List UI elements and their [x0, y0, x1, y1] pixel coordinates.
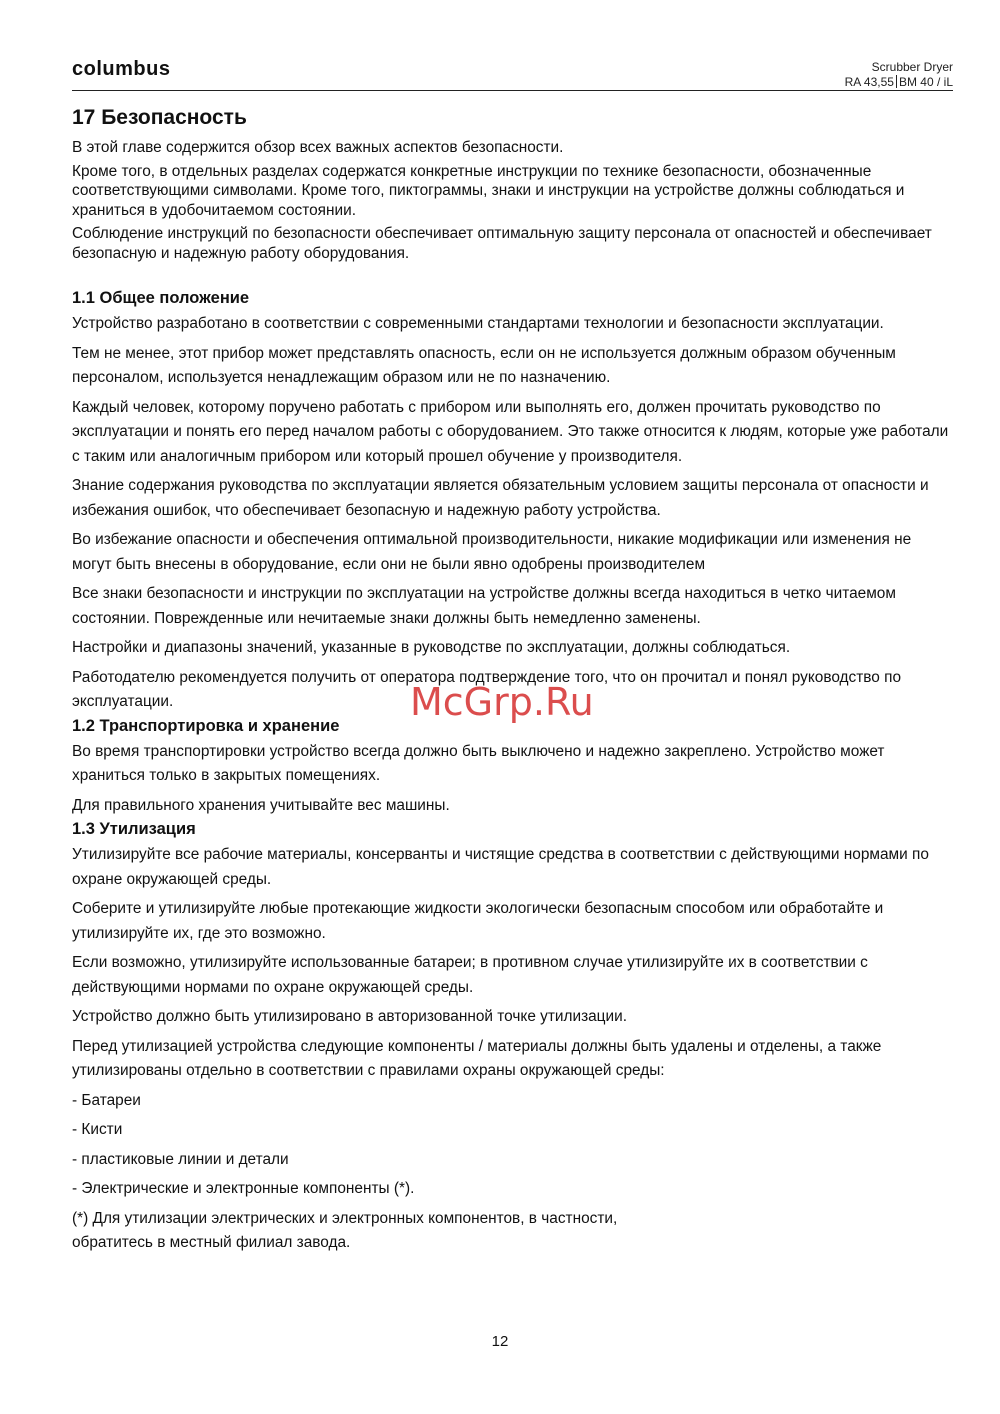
list-item: - Кисти — [72, 1121, 123, 1138]
brand-logo: columbus — [72, 58, 171, 80]
paragraph: Для правильного хранения учитывайте вес машины. — [72, 796, 450, 814]
model-divider — [896, 75, 897, 88]
product-name: Scrubber Dryer — [871, 60, 953, 74]
footnote-line: обратитесь в местный филиал завода. — [72, 1234, 351, 1251]
paragraph: Устройство должно быть утилизировано в авторизованной точке утилизации. — [72, 1008, 627, 1025]
section-title: 1.2 Транспортировка и хранение — [72, 716, 340, 735]
chapter-intro — [72, 138, 952, 263]
intro-paragraph: В этой главе содержится обзор всех важных аспектов безопасности. — [72, 139, 564, 156]
paragraph: Тем не менее, этот прибор может представлять опасность, если он не используется должным образом обученным персоналом, используется ненадлежащим образом или не по назначению. — [72, 344, 896, 386]
section-general — [72, 287, 952, 715]
paragraph: Во избежание опасности и обеспечения оптимальной производительности, никакие модификации или изменения не могут быть внесены в оборудование, если они не были явно одобрены производителем — [72, 531, 912, 573]
paragraph: Соберите и утилизируйте любые протекающие жидкости экологически безопасным способом или обработайте и утилизируйте их, где это возможно. — [72, 900, 884, 942]
page-number: 12 — [491, 1333, 509, 1350]
intro-paragraph: Кроме того, в отдельных разделах содержатся конкретные инструкции по технике безопасности, обозначенные соответствующими символами. Кроме того, пиктограммы, знаки и инструкции на устройстве должны соблюдаться и храниться в удобочитаемом состоянии. — [72, 162, 905, 219]
header-rule — [72, 90, 953, 91]
section-transport — [72, 715, 952, 819]
section-disposal — [72, 818, 952, 1256]
paragraph: Утилизируйте все рабочие материалы, консерванты и чистящие средства в соответствии с действующими нормами по охране окружающей среды. — [72, 846, 929, 888]
model-right: BM 40 / iL — [898, 75, 953, 89]
chapter-title: 17 Безопасность — [72, 106, 247, 129]
footnote — [72, 1207, 952, 1256]
paragraph: Работодателю рекомендуется получить от оператора подтверждение того, что он прочитал и понял руководство по эксплуатации. — [72, 668, 902, 710]
list-item: - пластиковые линии и детали — [72, 1150, 289, 1168]
section-title: 1.1 Общее положение — [72, 289, 250, 307]
paragraph: Если возможно, утилизируйте использованные батареи; в противном случае утилизируйте их в соответствии с действующими нормами по охране окружающей среды. — [72, 954, 868, 996]
model-numbers — [845, 75, 953, 90]
paragraph: Устройство разработано в соответствии с современными стандартами технологии и безопасности эксплуатации. — [72, 315, 884, 332]
paragraph: Во время транспортировки устройство всегда должно быть выключено и надежно закреплено. Устройство может храниться только в закрытых помещениях. — [72, 742, 885, 784]
model-left: RA 43,55 — [844, 75, 894, 89]
paragraph: Знание содержания руководства по эксплуатации является обязательным условием защиты персонала от опасности и избежания ошибок, что обеспечивает безопасную и надежную работу устройства. — [72, 477, 929, 519]
paragraph: Перед утилизацией устройства следующие компоненты / материалы должны быть удалены и отделены, а также утилизированы отдельно в соответствии с правилами охраны окружающей среды: — [72, 1037, 882, 1079]
paragraph: Все знаки безопасности и инструкции по эксплуатации на устройстве должны всегда находиться в четко читаемом состоянии. Поврежденные или нечитаемые знаки должны быть немедленно заменены. — [72, 585, 896, 627]
watermark: McGrp.Ru — [410, 680, 594, 724]
header-product-info — [845, 60, 953, 90]
paragraph: Каждый человек, которому поручено работать с прибором или выполнять его, должен прочитать руководство по эксплуатации и понять его перед началом работы с оборудованием. Это также относится к людям, которые уже работали с таким или аналогичным прибором или который прошел обучение у производителя. — [72, 398, 949, 465]
paragraph: Настройки и диапазоны значений, указанные в руководстве по эксплуатации, должны соблюдаться. — [72, 639, 791, 656]
footnote-line: (*) Для утилизации электрических и электронных компонентов, в частности, — [72, 1209, 618, 1227]
list-item: - Электрические и электронные компоненты (*). — [72, 1180, 415, 1197]
intro-paragraph: Соблюдение инструкций по безопасности обеспечивает оптимальную защиту персонала от опасностей и обеспечивает безопасную и надежную работу оборудования. — [72, 225, 932, 262]
section-title: 1.3 Утилизация — [72, 820, 196, 838]
list-item: - Батареи — [72, 1091, 141, 1109]
